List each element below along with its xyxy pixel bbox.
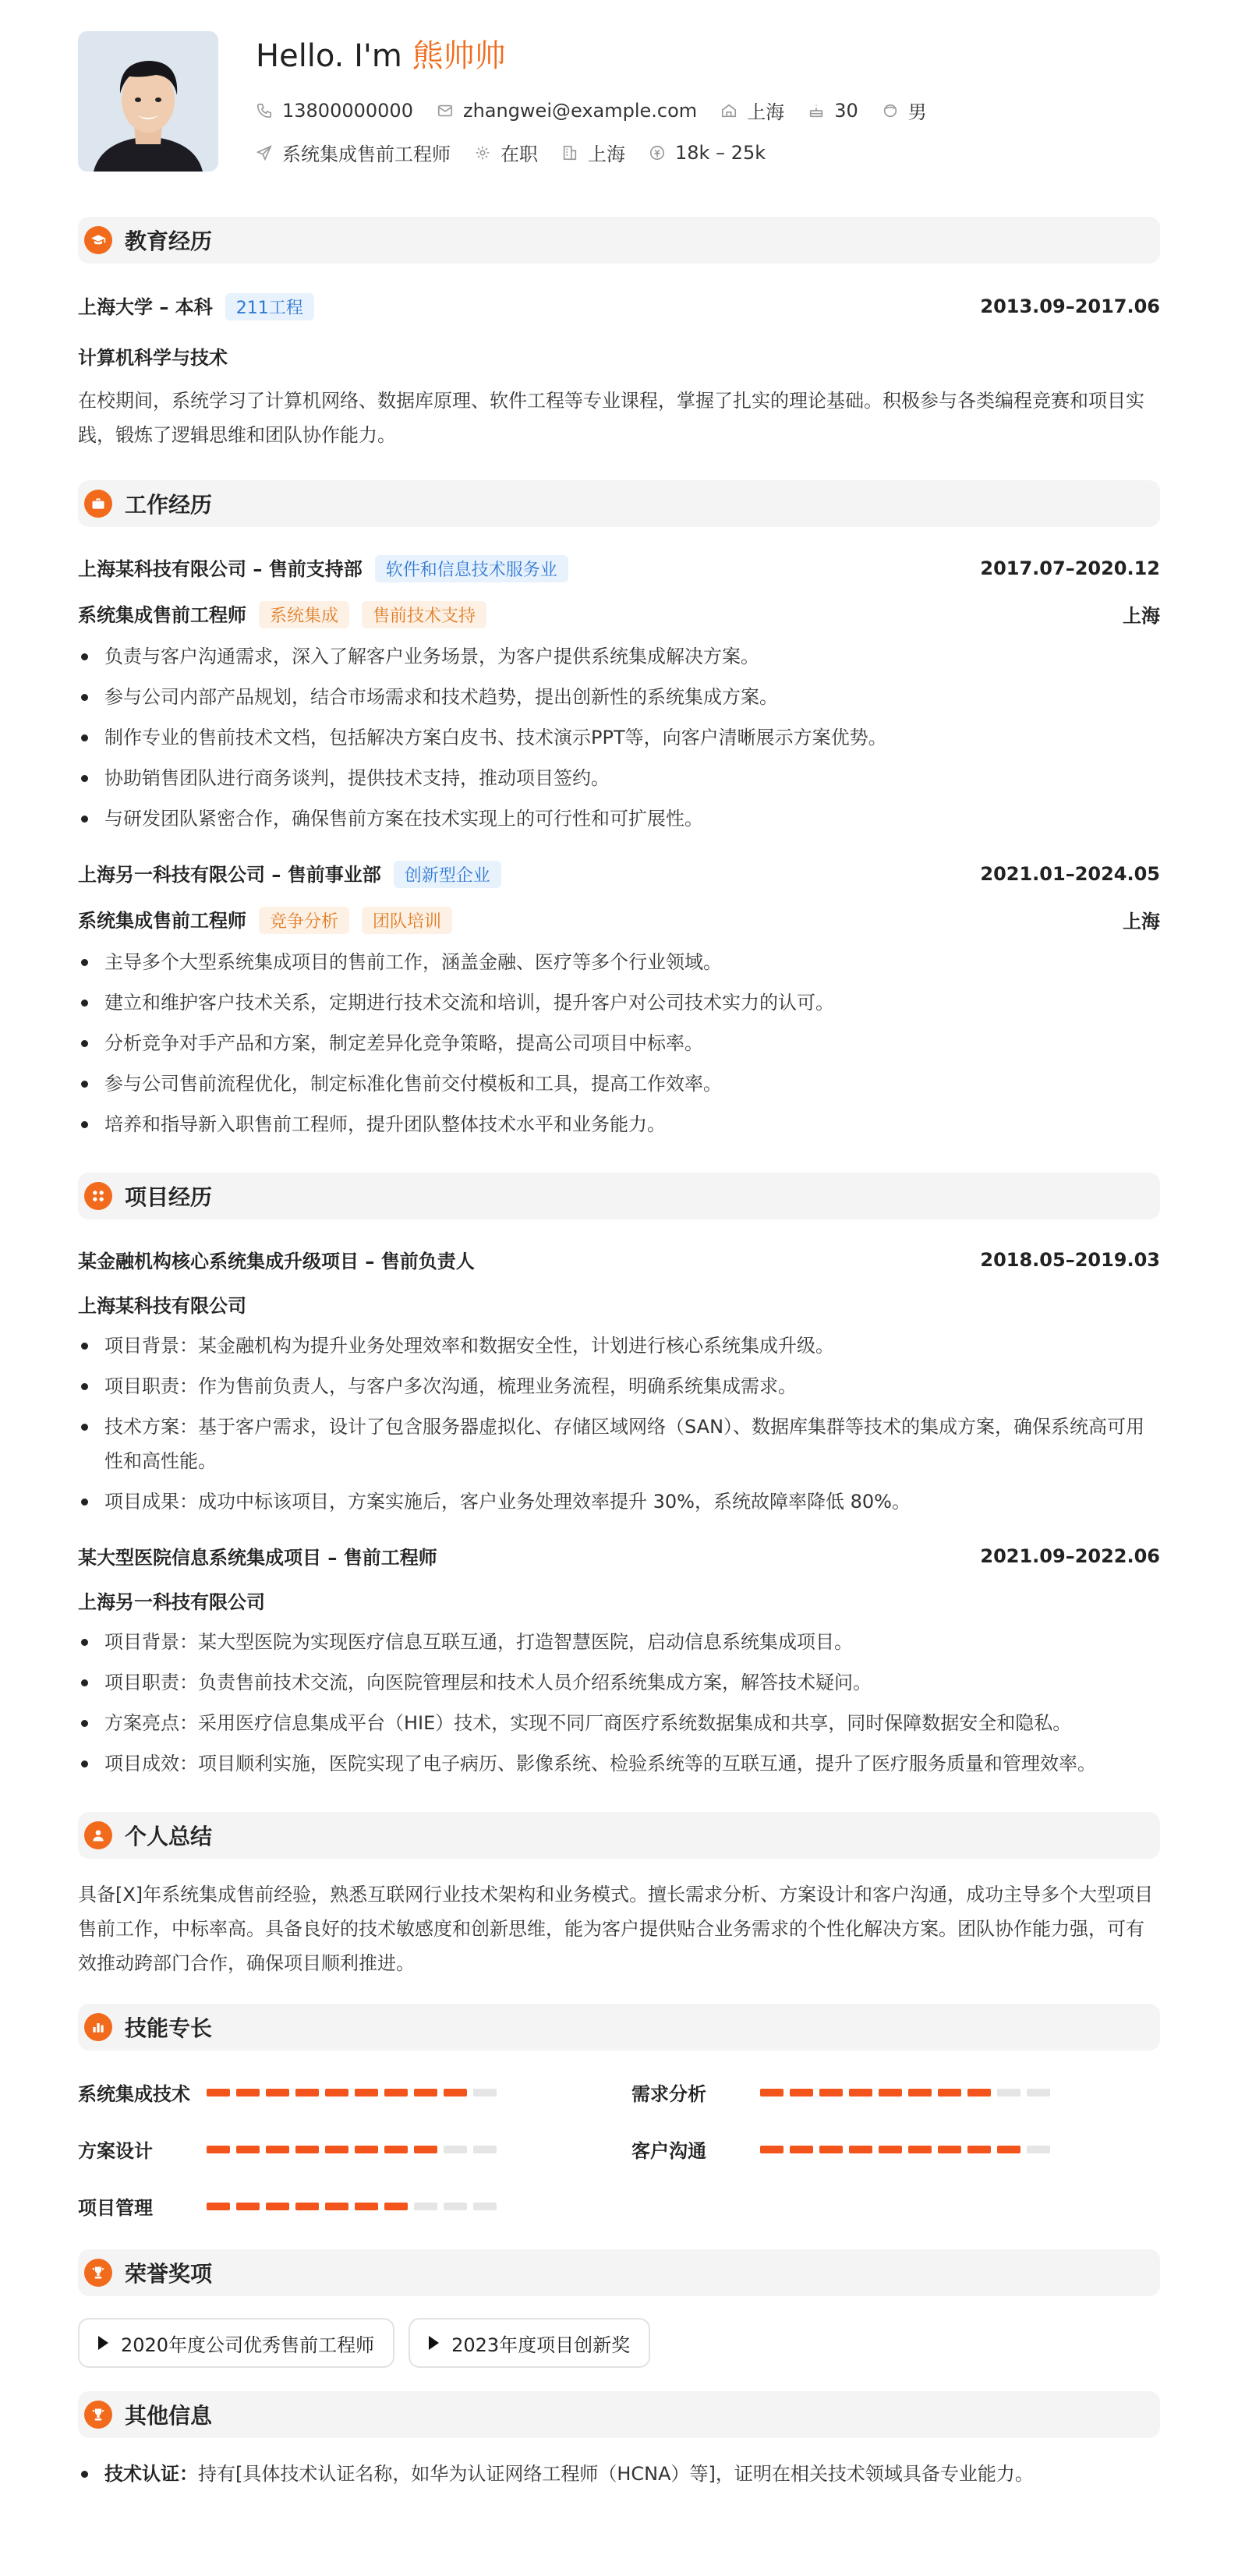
skill-level-segment	[355, 2089, 378, 2097]
work-bullets	[78, 945, 1160, 1141]
section-title: 技能专长	[125, 2015, 213, 2041]
role-line	[78, 600, 486, 628]
trophy-icon	[84, 2401, 112, 2429]
skill-name: 系统集成技术	[78, 2083, 190, 2105]
skill-level-segment	[207, 2146, 230, 2153]
project-company: 上海另一科技有限公司	[78, 1591, 265, 1613]
skill-level-segment	[295, 2146, 319, 2153]
skill-level-segment	[384, 2089, 408, 2097]
skill-level-segment	[325, 2089, 348, 2097]
gender-item	[882, 97, 927, 124]
school-line	[78, 292, 314, 320]
project-company: 上海某科技有限公司	[78, 1295, 246, 1317]
skill-level-segment	[760, 2089, 783, 2097]
education-entry	[78, 292, 1160, 452]
project-title: 某金融机构核心系统集成升级项目 – 售前负责人	[78, 1251, 475, 1272]
project-entry	[78, 1542, 1160, 1781]
contact-row	[256, 97, 950, 124]
company-line	[78, 554, 568, 582]
skill-name: 方案设计	[78, 2140, 153, 2162]
work-city: 上海	[1123, 911, 1160, 932]
home-city-text: 上海	[747, 101, 785, 123]
skill-level-segment	[384, 2146, 408, 2153]
skill-level-segment	[879, 2089, 902, 2097]
skill-level-segment	[1027, 2089, 1050, 2097]
skill-level-segment	[473, 2146, 497, 2153]
briefcase-icon	[84, 490, 112, 518]
project-date: 2018.05–2019.03	[980, 1248, 1160, 1271]
company-tag: 软件和信息技术服务业	[375, 555, 568, 582]
name-line	[256, 31, 506, 76]
award-text: 2023年度项目创新奖	[451, 2334, 631, 2356]
skill-level-segment	[355, 2146, 378, 2153]
send-icon	[256, 144, 273, 161]
status-item	[474, 139, 538, 166]
list-item: 与研发团队紧密合作，确保售前方案在技术实现上的可行性和可扩展性。	[78, 801, 1160, 836]
list-item: 参与公司内部产品规划，结合市场需求和技术趋势，提出创新性的系统集成方案。	[78, 680, 1160, 714]
job-title-text: 系统集成售前工程师	[282, 143, 451, 165]
skill-level-segment	[473, 2203, 497, 2210]
gender-icon	[882, 102, 899, 119]
work-city: 上海	[1123, 605, 1160, 627]
job-row	[256, 139, 789, 166]
skill-level-bar	[760, 2089, 1056, 2097]
skill-level-segment	[967, 2146, 991, 2153]
user-icon	[84, 1821, 112, 1849]
list-item: 项目成果：成功中标该项目，方案实施后，客户业务处理效率提升 30%，系统故障率降低 80%。	[78, 1484, 1160, 1519]
skills-grid	[78, 2079, 1160, 2220]
graduation-cap-icon	[84, 226, 112, 254]
candidate-name: 熊帅帅	[412, 38, 506, 74]
skill-level-segment	[207, 2203, 230, 2210]
phone-icon	[256, 102, 273, 119]
education-date: 2013.09–2017.06	[980, 295, 1160, 317]
list-item: 方案亮点：采用医疗信息集成平台（HIE）技术，实现不同厂商医疗系统数据集成和共享，同时保障数据安全和隐私。	[78, 1706, 1160, 1740]
work-bullets	[78, 639, 1160, 836]
skill-level-segment	[444, 2146, 467, 2153]
skill-level-segment	[790, 2146, 813, 2153]
play-triangle-icon	[98, 2336, 108, 2350]
skill-item	[631, 2135, 1146, 2163]
role-name: 系统集成售前工程师	[78, 604, 246, 626]
skill-level-segment	[849, 2089, 872, 2097]
section-title: 个人总结	[125, 1824, 213, 1849]
list-item: 参与公司售前流程优化，制定标准化售前交付模板和工具，提高工作效率。	[78, 1067, 1160, 1101]
other-label: 技术认证：	[104, 2463, 198, 2485]
role-line	[78, 905, 452, 934]
section-work	[78, 480, 1160, 527]
skill-level-segment	[938, 2089, 961, 2097]
skill-level-segment	[325, 2146, 348, 2153]
section-title: 荣誉奖项	[125, 2261, 213, 2287]
work-city-item	[561, 139, 625, 166]
job-title-item	[256, 139, 451, 166]
list-item	[78, 2457, 1160, 2491]
skill-level-bar	[207, 2203, 503, 2210]
section-skills	[78, 2004, 1160, 2051]
company-line	[78, 859, 501, 888]
skill-level-segment	[295, 2203, 319, 2210]
project-bullets	[78, 1625, 1160, 1781]
role-tag: 团队培训	[362, 907, 452, 934]
major-name: 计算机科学与技术	[78, 347, 228, 369]
role-tag: 竞争分析	[259, 907, 349, 934]
age-item	[808, 100, 858, 122]
skill-level-bar	[207, 2089, 503, 2097]
skill-level-segment	[1027, 2146, 1050, 2153]
work-entry	[78, 554, 1160, 836]
skill-name: 客户沟通	[631, 2140, 706, 2162]
list-item: 培养和指导新入职售前工程师，提升团队整体技术水平和业务能力。	[78, 1107, 1160, 1141]
skill-item	[78, 2135, 631, 2163]
skill-item	[78, 2079, 631, 2106]
skill-level-segment	[236, 2203, 260, 2210]
section-title: 项目经历	[125, 1184, 213, 1210]
work-date: 2017.07–2020.12	[980, 557, 1160, 579]
other-list	[78, 2457, 1160, 2491]
skill-level-segment	[266, 2089, 289, 2097]
status-text: 在职	[501, 143, 538, 165]
skill-level-segment	[908, 2146, 932, 2153]
skill-level-segment	[325, 2203, 348, 2210]
skill-level-segment	[414, 2089, 437, 2097]
phone-item	[256, 100, 413, 122]
section-title: 工作经历	[125, 492, 213, 518]
project-entry	[78, 1246, 1160, 1519]
money-icon	[649, 144, 666, 161]
section-awards	[78, 2249, 1160, 2296]
skill-level-segment	[207, 2089, 230, 2097]
skill-level-segment	[997, 2146, 1020, 2153]
age-text: 30	[834, 99, 858, 122]
skill-level-segment	[384, 2203, 408, 2210]
skill-level-segment	[295, 2089, 319, 2097]
company-name: 上海另一科技有限公司 – 售前事业部	[78, 864, 381, 886]
section-other	[78, 2391, 1160, 2438]
work-entry	[78, 859, 1160, 1141]
section-title: 其他信息	[125, 2403, 213, 2429]
gear-icon	[474, 144, 491, 161]
list-item: 主导多个大型系统集成项目的售前工作，涵盖金融、医疗等多个行业领域。	[78, 945, 1160, 979]
section-projects	[78, 1173, 1160, 1219]
bar-chart-icon	[84, 2013, 112, 2041]
skill-level-bar	[207, 2146, 503, 2153]
list-item: 项目职责：作为售前负责人，与客户多次沟通，梳理业务流程，明确系统集成需求。	[78, 1369, 1160, 1403]
list-item: 建立和维护客户技术关系，定期进行技术交流和培训，提升客户对公司技术实力的认可。	[78, 985, 1160, 1020]
skill-level-segment	[473, 2089, 497, 2097]
cake-icon	[808, 102, 825, 119]
greeting-text: Hello. I'm	[256, 38, 412, 74]
home-icon	[720, 102, 737, 119]
skill-level-segment	[414, 2203, 437, 2210]
skill-name: 需求分析	[631, 2083, 706, 2105]
home-city-item	[720, 97, 784, 124]
skill-level-segment	[849, 2146, 872, 2153]
gender-text: 男	[907, 101, 927, 123]
list-item: 协助销售团队进行商务谈判，提供技术支持，推动项目签约。	[78, 761, 1160, 795]
company-name: 上海某科技有限公司 – 售前支持部	[78, 558, 363, 580]
skill-level-segment	[236, 2146, 260, 2153]
role-tag: 系统集成	[259, 601, 349, 628]
skill-level-segment	[266, 2203, 289, 2210]
role-tag: 售前技术支持	[362, 601, 486, 628]
list-item: 分析竞争对手产品和方案，制定差异化竞争策略，提高公司项目中标率。	[78, 1026, 1160, 1060]
list-item: 负责与客户沟通需求，深入了解客户业务场景，为客户提供系统集成解决方案。	[78, 639, 1160, 674]
work-city-text: 上海	[588, 143, 625, 165]
email-text: zhangwei@example.com	[462, 99, 698, 122]
company-tag: 创新型企业	[394, 861, 501, 888]
mail-icon	[437, 102, 454, 119]
school-name: 上海大学 – 本科	[78, 296, 213, 318]
summary-text: 具备[X]年系统集成售前经验，熟悉互联网行业技术架构和业务模式。擅长需求分析、方案设计和客户沟通，成功主导多个大型项目售前工作，中标率高。具备良好的技术敏感度和创新思维，能为客户提供贴合业务需求的个性化解决方案。团队协作能力强，可有效推动跨部门合作，确保项目顺利推进。	[78, 1884, 1154, 1974]
section-summary	[78, 1812, 1160, 1859]
skill-level-segment	[266, 2146, 289, 2153]
skill-name: 项目管理	[78, 2197, 153, 2219]
skill-item	[78, 2192, 631, 2220]
project-title: 某大型医院信息系统集成项目 – 售前工程师	[78, 1547, 437, 1569]
skill-level-segment	[444, 2203, 467, 2210]
project-bullets	[78, 1329, 1160, 1519]
skill-item	[631, 2079, 1146, 2106]
skill-level-segment	[819, 2146, 843, 2153]
skill-level-segment	[444, 2089, 467, 2097]
role-name: 系统集成售前工程师	[78, 910, 246, 932]
skill-level-segment	[997, 2089, 1020, 2097]
skill-level-segment	[819, 2089, 843, 2097]
awards-list	[78, 2318, 1160, 2368]
play-triangle-icon	[429, 2336, 439, 2350]
school-tag: 211工程	[225, 293, 314, 320]
salary-item	[649, 142, 766, 164]
apps-icon	[84, 1182, 112, 1210]
list-item: 制作专业的售前技术文档，包括解决方案白皮书、技术演示PPT等，向客户清晰展示方案优势。	[78, 720, 1160, 755]
list-item: 项目背景：某大型医院为实现医疗信息互联互通，打造智慧医院，启动信息系统集成项目。	[78, 1625, 1160, 1659]
building-icon	[561, 144, 578, 161]
work-date: 2021.01–2024.05	[980, 862, 1160, 885]
section-education	[78, 217, 1160, 264]
award-text: 2020年度公司优秀售前工程师	[121, 2334, 375, 2356]
section-title: 教育经历	[125, 228, 213, 254]
award-chip	[409, 2318, 650, 2368]
skill-level-segment	[414, 2146, 437, 2153]
other-text: 持有[具体技术认证名称，如华为认证网络工程师（HCNA）等]，证明在相关技术领域具备专业能力。	[198, 2463, 1034, 2485]
skill-level-segment	[908, 2089, 932, 2097]
resume-header	[78, 0, 1160, 193]
list-item: 项目职责：负责售前技术交流，向医院管理层和技术人员介绍系统集成方案，解答技术疑问。	[78, 1665, 1160, 1700]
skill-level-segment	[967, 2089, 991, 2097]
skill-level-segment	[879, 2146, 902, 2153]
skill-level-segment	[938, 2146, 961, 2153]
skill-level-segment	[236, 2089, 260, 2097]
education-description: 在校期间，系统学习了计算机网络、数据库原理、软件工程等专业课程，掌握了扎实的理论基础。积极参与各类编程竞赛和项目实践，锻炼了逻辑思维和团队协作能力。	[78, 390, 1144, 446]
skill-level-segment	[790, 2089, 813, 2097]
list-item: 项目成效：项目顺利实施，医院实现了电子病历、影像系统、检验系统等的互联互通，提升了医疗服务质量和管理效率。	[78, 1746, 1160, 1781]
email-item	[437, 100, 697, 122]
skill-level-bar	[760, 2146, 1056, 2153]
project-date: 2021.09–2022.06	[980, 1545, 1160, 1567]
salary-text: 18k – 25k	[675, 141, 766, 164]
list-item: 项目背景：某金融机构为提升业务处理效率和数据安全性，计划进行核心系统集成升级。	[78, 1329, 1160, 1363]
list-item: 技术方案：基于客户需求，设计了包含服务器虚拟化、存储区域网络（SAN）、数据库集群等技术的集成方案，确保系统高可用性和高性能。	[78, 1410, 1160, 1478]
skill-level-segment	[760, 2146, 783, 2153]
award-chip	[78, 2318, 394, 2368]
trophy-icon	[84, 2259, 112, 2287]
skill-level-segment	[355, 2203, 378, 2210]
avatar	[78, 31, 218, 172]
phone-text: 13800000000	[282, 99, 413, 122]
